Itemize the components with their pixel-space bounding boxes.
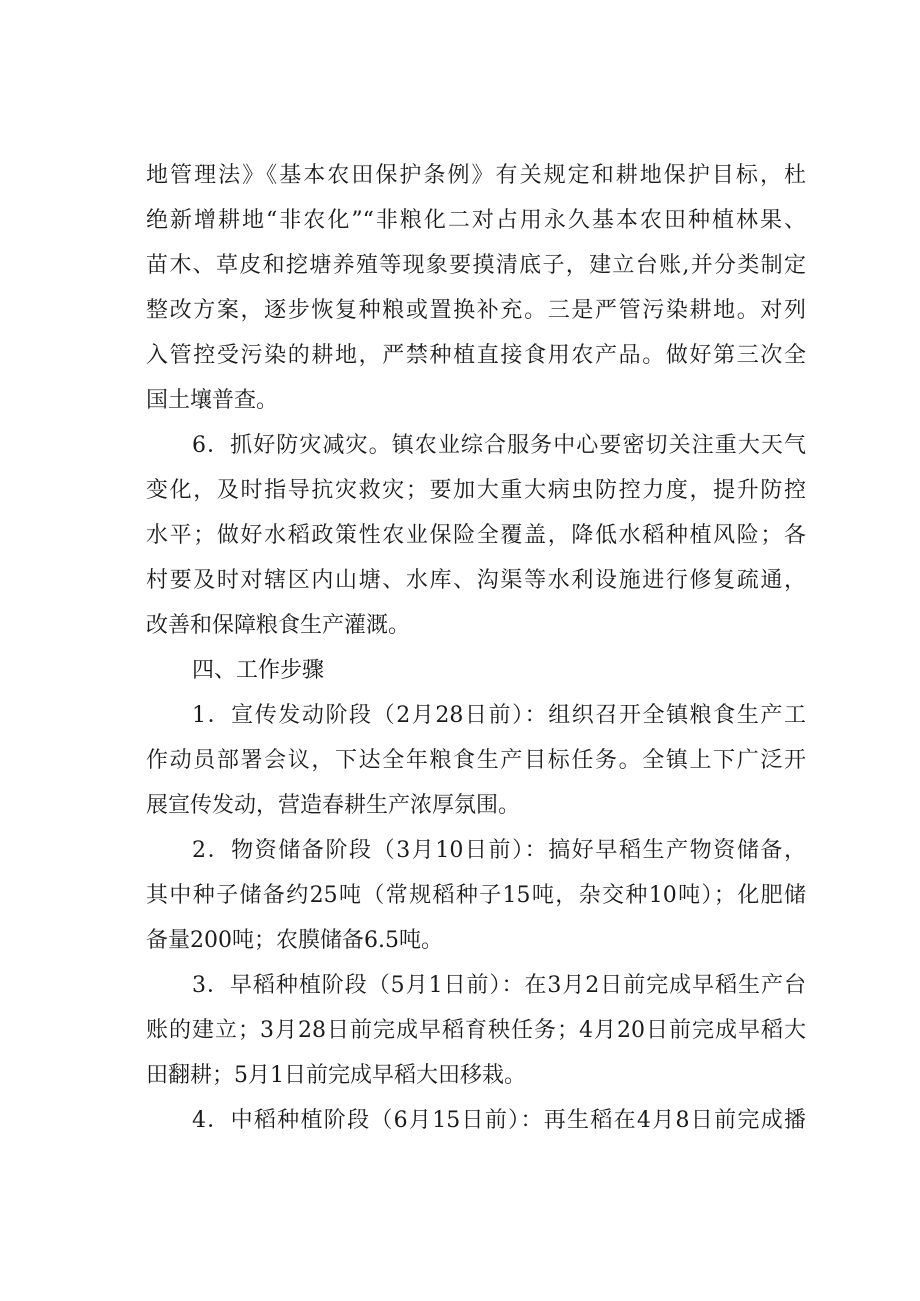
paragraph-line: 地管理法》《基本农田保护条例》有关规定和耕地保护目标，杜 xyxy=(146,163,806,188)
paragraph-line: 变化，及时指导抗灾救灾；要加大重大病虫防控力度，提升防控 xyxy=(146,478,806,503)
paragraph-line: 苗木、草皮和挖塘养殖等现象要摸清底子，建立台账,并分类制定 xyxy=(146,253,806,278)
document-body xyxy=(146,153,806,1143)
paragraph-line: 2．物资储备阶段（3月10日前）：搞好早稻生产物资储备， xyxy=(192,838,806,863)
paragraph-line: 其中种子储备约25吨（常规稻种子15吨，杂交种10吨）；化肥储 xyxy=(146,883,806,908)
paragraph-line: 作动员部署会议，下达全年粮食生产目标任务。全镇上下广泛开 xyxy=(146,748,806,773)
paragraph-line: 入管控受污染的耕地，严禁种植直接食用农产品。做好第三次全 xyxy=(146,343,806,368)
paragraph-line: 水平；做好水稻政策性农业保险全覆盖，降低水稻种植风险；各 xyxy=(146,523,806,548)
paragraph-line: 6．抓好防灾减灾。镇农业综合服务中心要密切关注重大天气 xyxy=(192,433,806,458)
paragraph-line: 4．中稻种植阶段（6月15日前）：再生稻在4月8日前完成播 xyxy=(192,1108,806,1133)
paragraph-line: 1．宣传发动阶段（2月28日前）：组织召开全镇粮食生产工 xyxy=(192,703,806,728)
paragraph-line: 账的建立；3月28日前完成早稻育秧任务；4月20日前完成早稻大 xyxy=(146,1018,806,1043)
paragraph-line: 国土壤普查。 xyxy=(146,388,279,413)
paragraph-line: 绝新增耕地“非农化”“非粮化二对占用永久基本农田种植林果、 xyxy=(146,208,806,233)
paragraph-line: 展宣传发动，营造春耕生产浓厚氛围。 xyxy=(146,793,521,818)
section-heading: 四、工作步骤 xyxy=(192,658,325,683)
paragraph-line: 整改方案，逐步恢复种粮或置换补充。三是严管污染耕地。对列 xyxy=(146,298,806,323)
paragraph-line: 村要及时对辖区内山塘、水库、沟渠等水利设施进行修复疏通， xyxy=(146,568,806,593)
paragraph-line: 备量200吨；农膜储备6.5吨。 xyxy=(146,928,443,953)
paragraph-line: 改善和保障粮食生产灌溉。 xyxy=(146,613,411,638)
paragraph-line: 田翻耕；5月1日前完成早稻大田移栽。 xyxy=(146,1063,526,1088)
paragraph-line: 3．早稻种植阶段（5月1日前）：在3月2日前完成早稻生产台 xyxy=(192,973,806,998)
